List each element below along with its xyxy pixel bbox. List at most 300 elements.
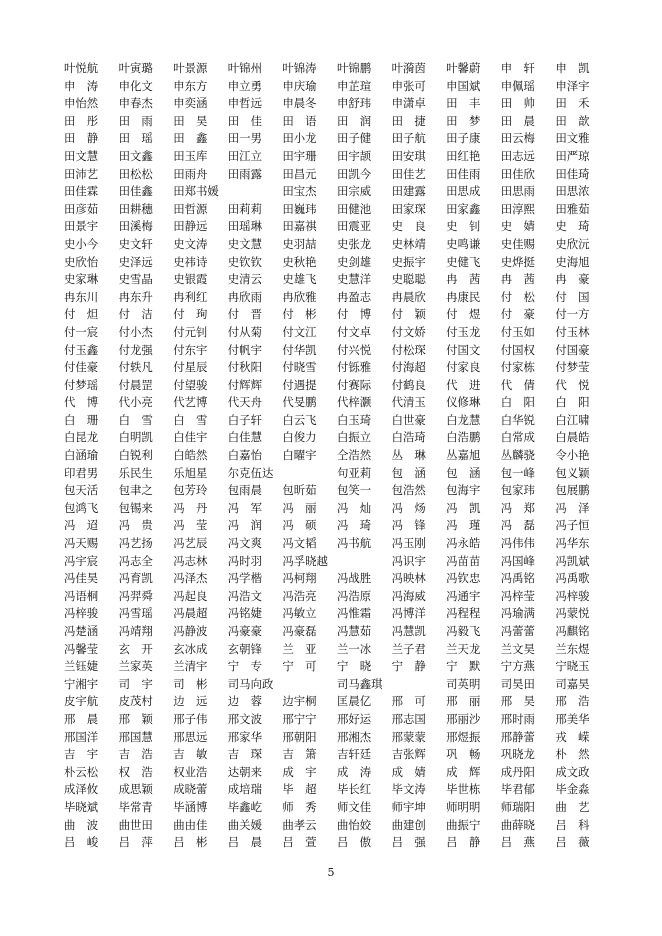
name-entry: 冯浩文 bbox=[227, 588, 262, 603]
name-entry: 邢宁宁 bbox=[282, 711, 317, 726]
name-entry: 乐民生 bbox=[118, 465, 153, 480]
name-entry: 玄冰成 bbox=[173, 641, 208, 656]
name-entry: 田 梦 bbox=[446, 113, 481, 128]
name-entry: 邢 颖 bbox=[118, 711, 153, 726]
name-entry: 田安琪 bbox=[391, 148, 426, 163]
name-entry: 曲世田 bbox=[118, 817, 153, 832]
name-entry: 包海宇 bbox=[446, 483, 481, 498]
name-entry: 申佩瑶 bbox=[500, 78, 535, 93]
name-entry: 冯博洋 bbox=[391, 606, 426, 621]
name-entry: 白龙慧 bbox=[446, 412, 481, 427]
name-entry: 白佳慧 bbox=[227, 430, 262, 445]
name-entry: 宁晓玉 bbox=[555, 659, 590, 674]
name-entry: 田子航 bbox=[391, 131, 426, 146]
name-entry: 田宇珊 bbox=[282, 148, 317, 163]
name-entry: 付文卓 bbox=[336, 324, 372, 339]
name-entry: 冯 贵 bbox=[118, 518, 153, 533]
name-entry: 冯慧茹 bbox=[336, 624, 372, 638]
name-entry: 史泽远 bbox=[118, 254, 153, 269]
name-entry: 冯梓骏 bbox=[555, 588, 590, 603]
name-entry: 田玉库 bbox=[173, 148, 208, 163]
name-entry: 包昕茹 bbox=[282, 483, 317, 498]
name-entry: 吉 敏 bbox=[173, 747, 208, 762]
name-entry: 冯华东 bbox=[555, 536, 590, 551]
name-entry: 史聪聪 bbox=[391, 272, 426, 287]
name-entry: 兰一冰 bbox=[336, 641, 372, 656]
name-entry: 付鹤良 bbox=[391, 377, 426, 392]
name-entry: 田 润 bbox=[336, 113, 372, 128]
name-entry: 包锡来 bbox=[118, 500, 153, 515]
name-entry: 白锐利 bbox=[118, 448, 153, 463]
name-entry: 田雅茹 bbox=[555, 201, 590, 216]
name-entry: 冯柯翔 bbox=[282, 571, 317, 586]
name-entry: 宁 默 bbox=[446, 659, 481, 674]
name-entry: 邢湘杰 bbox=[336, 729, 372, 744]
name-entry: 史雄飞 bbox=[282, 272, 317, 287]
name-entry: 冉 茜 bbox=[500, 272, 535, 287]
name-entry: 田 佳 bbox=[227, 113, 262, 128]
name-entry: 白昆龙 bbox=[64, 430, 99, 445]
name-entry: 田 静 bbox=[64, 131, 99, 146]
name-entry: 白 阳 bbox=[500, 395, 535, 410]
name-entry: 代艺博 bbox=[173, 395, 208, 410]
name-entry: 付文江 bbox=[282, 324, 317, 339]
name-entry: 冯孚晓越 bbox=[282, 553, 328, 568]
name-entry: 史鸣谦 bbox=[446, 236, 481, 251]
name-entry: 冉利红 bbox=[173, 289, 208, 304]
name-entry: 田 雨 bbox=[118, 113, 153, 128]
name-entry: 付 博 bbox=[336, 307, 372, 322]
name-entry: 白 珊 bbox=[64, 412, 99, 427]
name-entry: 权 浩 bbox=[118, 764, 153, 779]
name-entry: 白世豪 bbox=[391, 412, 426, 427]
name-entry: 毕 超 bbox=[282, 782, 317, 797]
name-entry: 邢时雨 bbox=[500, 711, 535, 726]
name-entry: 兰钰婕 bbox=[64, 659, 99, 674]
name-entry: 冯识宇 bbox=[391, 553, 426, 568]
name-entry: 吕 傲 bbox=[336, 835, 372, 850]
name-entry: 成丹阳 bbox=[500, 764, 535, 779]
name-entry: 冯慧凯 bbox=[391, 624, 426, 638]
name-entry: 尔克伍达 bbox=[227, 465, 274, 480]
name-entry: 冯晨超 bbox=[173, 606, 208, 621]
name-entry: 冯羿舜 bbox=[118, 588, 153, 603]
name-entry: 冯艺扬 bbox=[118, 536, 153, 551]
name-entry: 田云梅 bbox=[500, 131, 535, 146]
name-entry: 冯语桐 bbox=[64, 588, 99, 603]
page-number: 5 bbox=[327, 866, 335, 879]
name-entry: 冉 豪 bbox=[555, 272, 590, 287]
name-entry: 申怡然 bbox=[64, 96, 99, 111]
name-entry: 邢 浩 bbox=[555, 694, 590, 709]
name-entry: 田 晨 bbox=[500, 113, 535, 128]
name-entry: 白晨皓 bbox=[555, 430, 590, 445]
name-entry: 曲关媛 bbox=[227, 817, 262, 832]
name-entry: 付小杰 bbox=[118, 324, 153, 339]
name-entry: 冯映林 bbox=[391, 571, 426, 586]
name-entry: 冯梓骏 bbox=[64, 606, 99, 621]
name-entry: 冯浩原 bbox=[336, 588, 372, 603]
name-entry: 田瑶琳 bbox=[227, 219, 262, 234]
name-entry: 边宇桐 bbox=[282, 694, 317, 709]
name-entry: 句亚莉 bbox=[336, 465, 372, 480]
name-entry: 冯 丹 bbox=[173, 500, 208, 515]
name-entry: 史银霞 bbox=[173, 272, 208, 287]
name-entry: 史健飞 bbox=[446, 254, 481, 269]
name-entry: 付国文 bbox=[446, 342, 481, 357]
name-entry: 申奕涵 bbox=[173, 96, 208, 111]
name-entry: 冉欣雨 bbox=[227, 289, 262, 304]
name-entry: 付 颖 bbox=[391, 307, 426, 322]
name-entry: 白 阳 bbox=[555, 395, 590, 410]
name-entry: 付从菊 bbox=[227, 324, 262, 339]
name-entry: 邢蒙蒙 bbox=[391, 729, 426, 744]
name-entry: 田 歆 bbox=[555, 113, 590, 128]
name-entry: 毕文涛 bbox=[391, 782, 426, 797]
name-entry: 吕 薇 bbox=[555, 835, 590, 850]
name-entry: 付轶凡 bbox=[118, 360, 153, 375]
name-entry: 田嘉祺 bbox=[282, 219, 317, 234]
name-entry: 付 晋 bbox=[227, 307, 262, 322]
name-entry: 田江立 bbox=[227, 148, 262, 163]
name-entry: 包一峰 bbox=[500, 465, 535, 480]
name-entry: 田雨舟 bbox=[173, 166, 208, 181]
name-entry: 申国斌 bbox=[446, 78, 481, 93]
name-entry: 田 彤 bbox=[64, 113, 99, 128]
name-entry: 冯禹歌 bbox=[555, 571, 590, 586]
name-entry: 曲孝云 bbox=[282, 817, 317, 832]
name-entry: 田红艳 bbox=[446, 148, 481, 163]
name-entry: 冯子恒 bbox=[555, 518, 590, 533]
name-entry: 田佳鑫 bbox=[118, 184, 153, 199]
name-entry: 叶寅璐 bbox=[118, 61, 153, 75]
name-entry: 宁 静 bbox=[391, 659, 426, 674]
name-entry: 田一男 bbox=[227, 131, 262, 146]
name-entry: 田沛艺 bbox=[64, 166, 99, 181]
name-entry: 代旻鹏 bbox=[282, 395, 317, 410]
name-entry: 田佳雨 bbox=[446, 166, 481, 181]
name-entry: 田佳艺 bbox=[391, 166, 426, 181]
name-entry: 冯 莹 bbox=[173, 518, 208, 533]
name-entry: 曲怡姣 bbox=[336, 817, 372, 832]
name-entry: 冯 锋 bbox=[391, 518, 426, 533]
name-entry: 朴 然 bbox=[555, 747, 590, 762]
name-entry: 申 轩 bbox=[500, 61, 535, 75]
name-entry: 付兴悦 bbox=[336, 342, 372, 357]
name-entry: 田佳霖 bbox=[64, 184, 99, 199]
name-entry: 冯文爽 bbox=[227, 536, 262, 551]
name-entry: 司 彬 bbox=[173, 676, 208, 691]
name-entry: 田子康 bbox=[446, 131, 481, 146]
name-entry: 冯梓莹 bbox=[500, 588, 535, 603]
name-entry: 冯钦忠 bbox=[446, 571, 481, 586]
name-entry: 史慧洋 bbox=[336, 272, 372, 287]
name-entry: 田佳欣 bbox=[500, 166, 535, 181]
name-entry: 冯凯斌 bbox=[555, 553, 590, 568]
name-entry: 冯玉刚 bbox=[391, 536, 426, 551]
name-entry: 成 辉 bbox=[446, 764, 481, 779]
name-entry: 毕世栋 bbox=[446, 782, 481, 797]
name-entry: 申泽宇 bbox=[555, 78, 590, 93]
name-entry: 冯 灿 bbox=[336, 500, 372, 515]
name-entry: 代 博 bbox=[64, 395, 99, 410]
name-entry: 冯 润 bbox=[227, 518, 262, 533]
name-entry: 曲 波 bbox=[64, 817, 99, 832]
name-entry: 田志远 bbox=[500, 148, 535, 163]
name-entry: 邢丽沙 bbox=[446, 711, 481, 726]
name-entry: 田 丰 bbox=[446, 96, 481, 111]
name-entry: 白云飞 bbox=[282, 412, 317, 427]
name-entry: 代 进 bbox=[446, 377, 481, 392]
name-entry: 包雨晨 bbox=[227, 483, 262, 498]
name-entry: 申 凯 bbox=[555, 61, 590, 75]
name-entry: 白 雪 bbox=[118, 412, 153, 427]
name-entry: 白俊力 bbox=[282, 430, 317, 445]
name-entry: 付佳豪 bbox=[64, 360, 99, 375]
name-entry: 申化文 bbox=[118, 78, 153, 93]
name-entry: 史林靖 bbox=[391, 236, 426, 251]
name-entry: 史佳赐 bbox=[500, 236, 535, 251]
name-entry: 冯 硕 bbox=[282, 518, 317, 533]
name-entry: 冯铭婕 bbox=[227, 606, 262, 621]
name-entry: 冉 茜 bbox=[446, 272, 481, 287]
name-entry: 毕鑫屹 bbox=[227, 799, 262, 814]
name-entry: 吕 彬 bbox=[173, 835, 208, 850]
name-entry: 白曜宇 bbox=[282, 448, 317, 463]
name-entry: 田文雅 bbox=[555, 131, 590, 146]
name-entry: 冯起良 bbox=[173, 588, 208, 603]
name-entry: 冯 军 bbox=[227, 500, 262, 515]
name-entry: 田宝杰 bbox=[282, 184, 317, 199]
name-entry: 付龙强 bbox=[118, 342, 153, 357]
name-entry: 田宗威 bbox=[336, 184, 372, 199]
name-entry: 田 昊 bbox=[173, 113, 208, 128]
name-entry: 付一宸 bbox=[64, 324, 99, 339]
name-entry: 田郑书媛 bbox=[173, 184, 219, 199]
name-entry: 田严琼 bbox=[555, 148, 590, 163]
name-entry: 白皓然 bbox=[173, 448, 208, 463]
name-entry: 冯国峰 bbox=[500, 553, 535, 568]
name-entry: 吉 浩 bbox=[118, 747, 153, 762]
name-entry: 田文鑫 bbox=[118, 148, 153, 163]
name-entry: 付梦瑶 bbox=[64, 377, 99, 392]
name-entry: 包笑一 bbox=[336, 483, 372, 498]
name-entry: 冯永皓 bbox=[446, 536, 481, 551]
name-entry: 邢文波 bbox=[227, 711, 262, 726]
name-entry: 冯海威 bbox=[391, 588, 426, 603]
name-entry: 冯蕾蕾 bbox=[500, 624, 535, 638]
name-entry: 冯学楷 bbox=[227, 571, 262, 586]
name-entry: 成泽攸 bbox=[64, 782, 99, 797]
name-entry: 冯 磊 bbox=[500, 518, 535, 533]
name-entry: 边 远 bbox=[173, 694, 208, 709]
name-entry: 冯 泽 bbox=[555, 500, 590, 515]
name-entry: 付国权 bbox=[500, 342, 535, 357]
name-entry: 毕君郁 bbox=[500, 782, 535, 797]
name-entry: 田建露 bbox=[391, 184, 426, 199]
name-entry: 包鸿飞 bbox=[64, 500, 99, 515]
name-entry: 兰文昊 bbox=[500, 641, 535, 656]
name-entry: 史张龙 bbox=[336, 236, 372, 251]
name-entry: 白 雪 bbox=[173, 412, 208, 427]
name-entry: 冯志林 bbox=[173, 553, 208, 568]
name-entry: 师明明 bbox=[446, 799, 481, 814]
name-entry: 冯惟霜 bbox=[336, 606, 372, 621]
name-entry: 田景宇 bbox=[64, 219, 99, 234]
name-entry: 申庆瑜 bbox=[282, 78, 317, 93]
name-entry: 冯敏立 bbox=[282, 606, 317, 621]
name-entry: 成培瑞 bbox=[227, 782, 262, 797]
name-entry: 印君男 bbox=[64, 465, 99, 480]
name-entry: 冯志全 bbox=[118, 553, 153, 568]
name-entry: 冯泽杰 bbox=[173, 571, 208, 586]
name-entry: 叶锦州 bbox=[227, 61, 262, 75]
name-entry: 成晓蕾 bbox=[173, 782, 208, 797]
name-entry: 成 涛 bbox=[336, 764, 372, 779]
name-entry: 付梦莹 bbox=[555, 360, 590, 375]
name-entry: 毕金淼 bbox=[555, 782, 590, 797]
name-entry: 令小艳 bbox=[555, 448, 590, 463]
name-entry: 冯 凯 bbox=[446, 500, 481, 515]
name-entry: 宁 晓 bbox=[336, 659, 372, 674]
name-entry: 付 豪 bbox=[500, 307, 535, 322]
name-entry: 冯艺辰 bbox=[173, 536, 208, 551]
name-entry: 玄朝锋 bbox=[227, 641, 262, 656]
name-entry: 宁方燕 bbox=[500, 659, 535, 674]
name-entry: 史文慧 bbox=[227, 236, 262, 251]
name-entry: 仪修琳 bbox=[446, 395, 481, 410]
name-entry: 付松琛 bbox=[391, 342, 426, 357]
name-entry: 田 捷 bbox=[391, 113, 426, 128]
name-entry: 田巍玮 bbox=[282, 201, 317, 216]
name-entry: 冯 郑 bbox=[500, 500, 535, 515]
name-entry: 皮宇航 bbox=[64, 694, 99, 709]
name-entry: 田 禾 bbox=[555, 96, 590, 111]
name-entry: 包天活 bbox=[64, 483, 99, 498]
name-entry: 付元钊 bbox=[173, 324, 208, 339]
name-entry: 兰子君 bbox=[391, 641, 426, 656]
name-entry: 成 宇 bbox=[282, 764, 317, 779]
name-entry: 白子轩 bbox=[227, 412, 262, 427]
name-entry: 冉东川 bbox=[64, 289, 99, 304]
name-entry: 白玉琦 bbox=[336, 412, 372, 427]
name-entry: 邢家华 bbox=[227, 729, 262, 744]
name-entry: 付望骏 bbox=[173, 377, 208, 392]
name-entry: 师瑞阳 bbox=[500, 799, 535, 814]
name-entry: 冯靖翔 bbox=[118, 624, 153, 638]
name-entry: 申潇卓 bbox=[391, 96, 426, 111]
name-entry: 乐旭星 bbox=[173, 465, 208, 480]
name-entry: 申东方 bbox=[173, 78, 208, 93]
name-entry: 田耕穗 bbox=[118, 201, 153, 216]
name-entry: 吉张辉 bbox=[391, 747, 426, 762]
name-entry: 叶景源 bbox=[173, 61, 208, 75]
name-entry: 冯蒙悦 bbox=[555, 606, 590, 621]
name-entry: 宁 专 bbox=[227, 659, 262, 674]
name-entry: 冯浩亮 bbox=[282, 588, 317, 603]
name-entry: 皮茂村 bbox=[118, 694, 153, 709]
name-entry: 邢国慧 bbox=[118, 729, 153, 744]
name-entry: 冯宇宸 bbox=[64, 553, 99, 568]
name-entry: 吕 晨 bbox=[227, 835, 262, 850]
name-entry: 叶馨蔚 bbox=[446, 61, 481, 75]
name-entry: 吕 燕 bbox=[500, 835, 535, 850]
name-entry: 付玉龙 bbox=[446, 324, 481, 339]
name-entry: 田淳熙 bbox=[500, 201, 535, 216]
name-entry: 田小龙 bbox=[282, 131, 317, 146]
name-entry: 师 秀 bbox=[282, 799, 317, 814]
name-entry: 田家琛 bbox=[391, 201, 426, 216]
name-entry: 付海超 bbox=[391, 360, 426, 375]
name-entry: 田思浓 bbox=[555, 184, 590, 199]
name-entry: 代梓灏 bbox=[336, 395, 372, 410]
name-entry: 兰家英 bbox=[118, 659, 153, 674]
name-entry: 冯 琦 bbox=[336, 518, 372, 533]
name-entry: 师文佳 bbox=[336, 799, 372, 814]
name-entry: 付赛际 bbox=[336, 377, 372, 392]
name-entry: 史羽喆 bbox=[282, 236, 317, 251]
name-entry: 史祎诗 bbox=[173, 254, 208, 269]
name-entry: 冯豪磊 bbox=[282, 624, 317, 638]
name-entry: 宁湘宇 bbox=[64, 676, 99, 691]
name-entry: 丛嘉旭 bbox=[446, 448, 481, 463]
name-entry: 史 琦 bbox=[555, 219, 590, 234]
name-entry: 曲 艺 bbox=[555, 799, 590, 814]
name-entry: 司 宇 bbox=[118, 676, 153, 691]
name-entry: 包浩然 bbox=[391, 483, 426, 498]
name-entry: 曲振宁 bbox=[446, 817, 481, 832]
name-entry: 仝浩然 bbox=[336, 448, 372, 463]
name-entry: 叶漪茵 bbox=[391, 61, 426, 75]
name-entry: 代 倩 bbox=[500, 377, 535, 392]
name-entry: 付玉如 bbox=[500, 324, 535, 339]
name-entry: 曲薛晓 bbox=[500, 817, 535, 832]
name-entry: 田家鑫 bbox=[446, 201, 481, 216]
name-entry: 田静远 bbox=[173, 219, 208, 234]
name-list-grid bbox=[64, 60, 610, 852]
name-entry: 司马鑫琪 bbox=[336, 676, 383, 691]
name-entry: 付 国 bbox=[555, 289, 590, 304]
name-entry: 叶锦涛 bbox=[282, 61, 317, 75]
name-entry: 成思颖 bbox=[118, 782, 153, 797]
name-entry: 邢 晨 bbox=[64, 711, 99, 726]
name-entry: 吕 萱 bbox=[282, 835, 317, 850]
name-entry: 付晨罡 bbox=[118, 377, 153, 392]
name-entry: 叶锦鹏 bbox=[336, 61, 372, 75]
name-entry: 戎 嵘 bbox=[555, 729, 590, 744]
name-entry: 冯静波 bbox=[173, 624, 208, 638]
name-entry: 吉 箫 bbox=[282, 747, 317, 762]
name-entry: 史烨挺 bbox=[500, 254, 535, 269]
name-entry: 申张可 bbox=[391, 78, 426, 93]
name-entry: 史秋艳 bbox=[282, 254, 317, 269]
name-entry: 田思成 bbox=[446, 184, 481, 199]
name-entry: 付秋阳 bbox=[227, 360, 262, 375]
name-entry: 史 婧 bbox=[500, 219, 535, 234]
name-entry: 付 彬 bbox=[282, 307, 317, 322]
name-entry: 毕常青 bbox=[118, 799, 153, 814]
name-entry: 史海旭 bbox=[555, 254, 590, 269]
name-entry: 吕 科 bbox=[555, 817, 590, 832]
name-entry: 冯育凯 bbox=[118, 571, 153, 586]
name-entry: 白江啸 bbox=[555, 412, 590, 427]
name-entry: 司英明 bbox=[446, 676, 481, 691]
name-entry: 邢好运 bbox=[336, 711, 372, 726]
name-entry: 申芷瑄 bbox=[336, 78, 372, 93]
name-entry: 冉东升 bbox=[118, 289, 153, 304]
name-entry: 冯 丽 bbox=[282, 500, 317, 515]
name-entry: 田思雨 bbox=[500, 184, 535, 199]
